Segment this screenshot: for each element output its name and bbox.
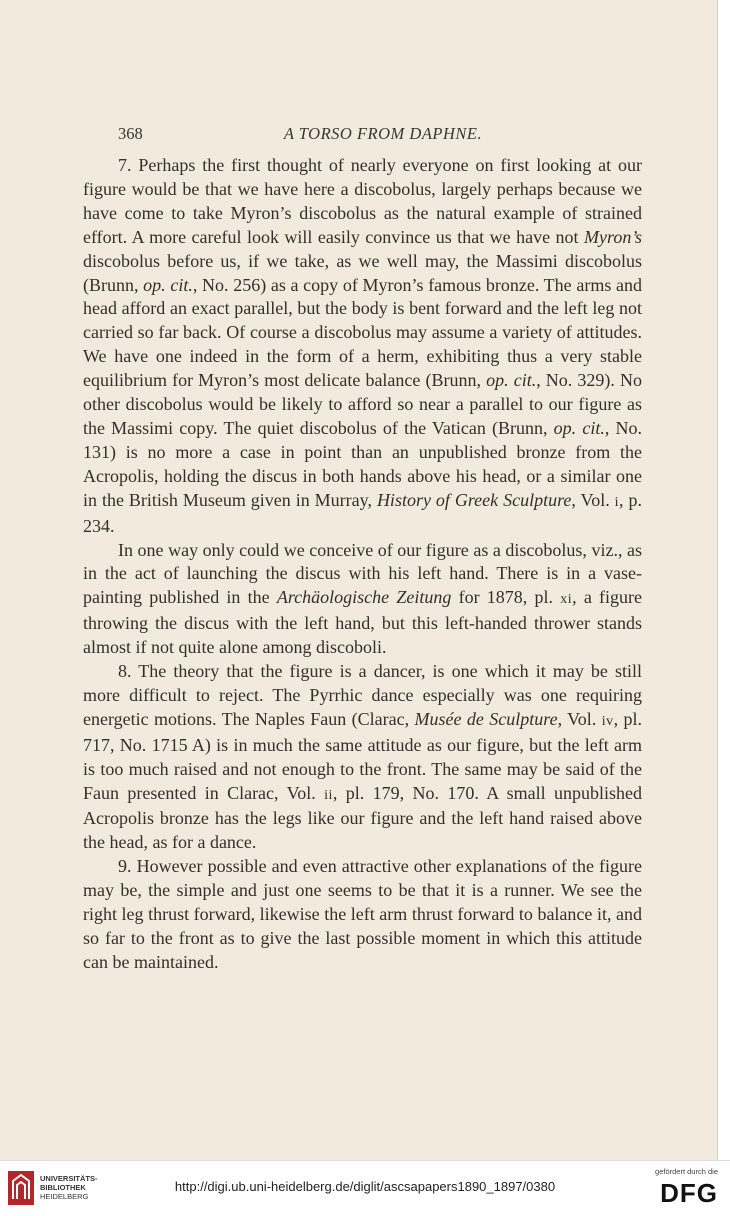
page-number: 368 (118, 124, 143, 143)
permalink-url[interactable]: http://digi.ub.uni-heidelberg.de/diglit/ascsapapers1890_1897/0380 (174, 1179, 556, 1194)
paragraph-discobolus-left-hand: In one way only could we conceive of our figure as a discobolus, viz., as in the act of launching the discus with his left hand. There is in a vase-painting published in the Archäologische Zeitung for 1878, pl. xi, a figure throwing the discus with the left hand, but this left-handed thrower stands almost if not quite alone among discoboli. (83, 539, 643, 658)
paragraph-9: 9. However possible and even attractive other explanations of the figure may be, the simple and just one seems to be that it is a runner. We see the right leg thrust forward, likewise the left arm thrust forward to balance it, and so far to the front as to give the last possible moment in which this attitude can be maintained. (83, 856, 642, 972)
paragraph-8: 8. The theory that the figure is a dancer, is one which it may be still more difficult to reject. The Pyrrhic dance especially was one requiring energetic motions. The Naples Faun (Clarac, Musée de Sculpture, Vol. iv, pl. 717, No. 1715 A) is in much the same attitude as our figure, but the left arm is too much raised and not enough to the front. The same may be said of the Faun presented in Clarac, Vol. ii, pl. 179, No. 170. A small unpublished Acropolis bronze has the legs like our figure and the left hand raised above the head, as for a dance. (83, 661, 642, 853)
funded-by-label: gefördert durch die (655, 1167, 718, 1176)
running-title: A TORSO FROM DAPHNE. (283, 124, 483, 143)
body-text (83, 154, 642, 975)
paragraph-7: 7. Perhaps the first thought of nearly everyone on first looking at our figure would be that we have here a discobolus, largely perhaps because we have come to take Myron’s discobolus as the natural example of strained effort. A more careful look will easily convince us that we have not Myron’s discobolus before us, if we take, as we well may, the Massimi discobolus (Brunn, op. cit., No. 256) as a copy of Myron’s famous bronze. The arms and head afford an exact parallel, but the body is bent forward and the left leg not carried so far back. Of course a discobolus may assume a variety of attitudes. We have one indeed in the form of a herm, exhibiting thus a very stable equilibrium for Myron’s most delicate balance (Brunn, op. cit., No. 329). No other discobolus would be likely to afford so near a parallel to our figure as the Massimi copy. The quiet discobolus of the Vatican (Brunn, op. cit., No. 131) is no more a case in point than an unpublished bronze from the Acropolis, holding the discus in both hands above his head, or a similar one in the British Museum given in Murray, History of Greek Sculpture, Vol. i, p. 234. (83, 155, 642, 536)
dfg-logo: DFG (660, 1178, 718, 1208)
library-name: UNIVERSITÄTS- BIBLIOTHEK HEIDELBERG (40, 1174, 98, 1201)
viewer-footer (0, 1160, 730, 1216)
